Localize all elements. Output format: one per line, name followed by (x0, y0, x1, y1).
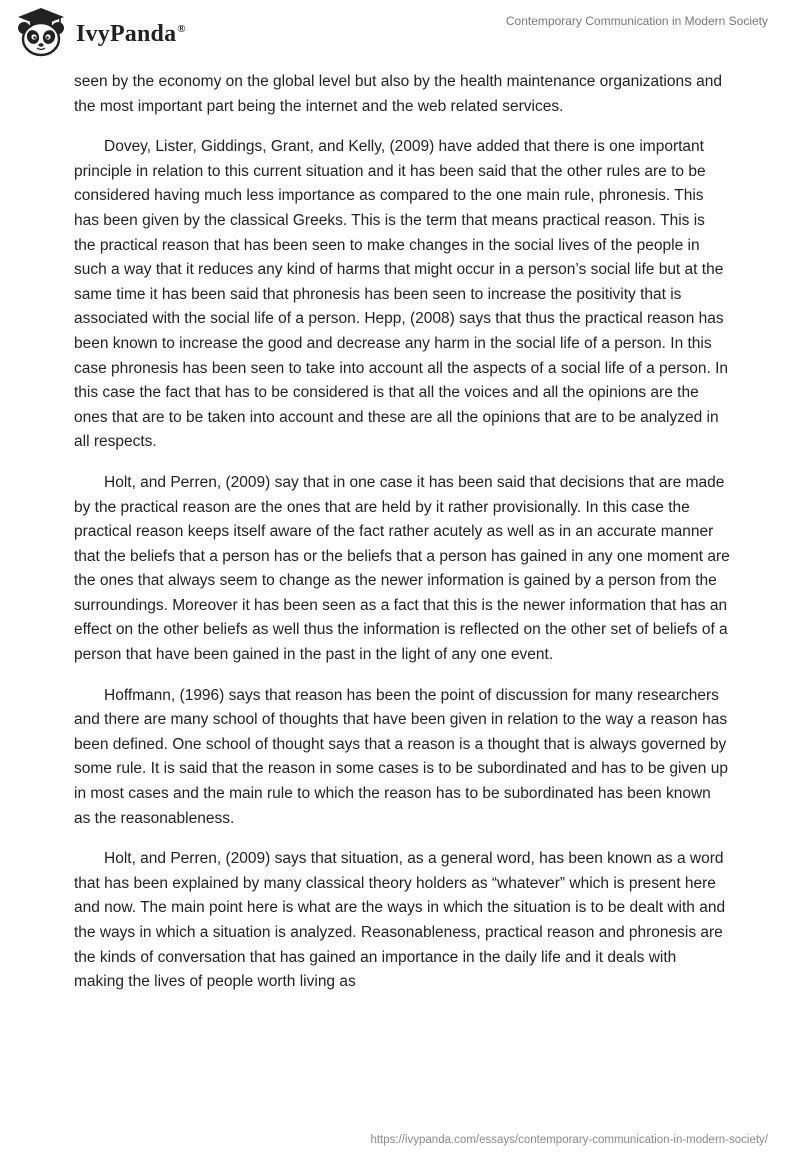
source-url[interactable]: https://ivypanda.com/essays/contemporary-communication-in-modern-society/ (370, 1134, 768, 1146)
brand-name: IvyPanda® (76, 20, 186, 47)
paragraph: Holt, and Perren, (2009) say that in one case it has been said that decisions that are made by the practical reason are the ones that are held by it rather provisionally. In this case the practical reason keeps itself aware of the fact rather acutely as well as in an accurate manner that the beliefs that a person has or the beliefs that a person has gained in any one moment are the ones that always seem to change as the newer information is gained by a person from the surroundings. Moreover it has been seen as a fact that this is the newer information that has an effect on the other beliefs as well thus the information is reflected on the other set of beliefs of a person that have been gained in the past in the light of any one event. (74, 473, 730, 664)
logo[interactable] (14, 7, 186, 57)
paragraph: Holt, and Perren, (2009) says that situation, as a general word, has been known as a word that has been explained by many classical theory holders as “whatever” which is present here and now. The main point here is what are the ways in which the situation is to be dealt with and the ways in which a situation is analyzed. Reasonableness, practical reason and phronesis are the kinds of conversation that has gained an importance in the daily life and it deals with making the lives of people worth living as (74, 850, 726, 991)
paragraph: Dovey, Lister, Giddings, Grant, and Kelly, (2009) have added that there is one important principle in relation to this current situation and it has been said that the other rules are to be considered having much less importance as compared to the one main rule, phronesis. This has been given by the classical Greeks. This is the term that means practical reason. This is the practical reason that has been seen to make changes in the social lives of the people in such a way that it reduces any kind of harms that might occur in a person’s social life but at the same time it has been said that phronesis has been seen to increase the positivity that is associated with the social life of a person. Hepp, (2008) says that thus the practical reason has been known to increase the good and decrease any harm in the social life of a person. In this case phronesis has been seen to take into account all the aspects of a social life of a person. In this case the fact that has to be considered is that all the voices and all the opinions are the ones that are to be taken into account and these are all the opinions that are to be analyzed in all respects. (74, 138, 728, 451)
paragraph: seen by the economy on the global level but also by the health maintenance organizations and the most important part being the internet and the web related services. (74, 73, 722, 115)
registered-mark: ® (177, 22, 186, 35)
essay-body (74, 70, 730, 1011)
page-header (0, 0, 800, 62)
panda-graduate-icon (14, 7, 68, 57)
document-title: Contemporary Communication in Modern Society (505, 14, 768, 28)
paragraph: Hoffmann, (1996) says that reason has been the point of discussion for many researchers and there are many school of thoughts that have been given in relation to the way a reason has been defined. One school of thought says that a reason is a thought that is always governed by some rule. It is said that the reason in some cases is to be subordinated and has to be given up in most cases and the main rule to which the reason has to be subordinated has been known as the reasonableness. (74, 686, 728, 827)
